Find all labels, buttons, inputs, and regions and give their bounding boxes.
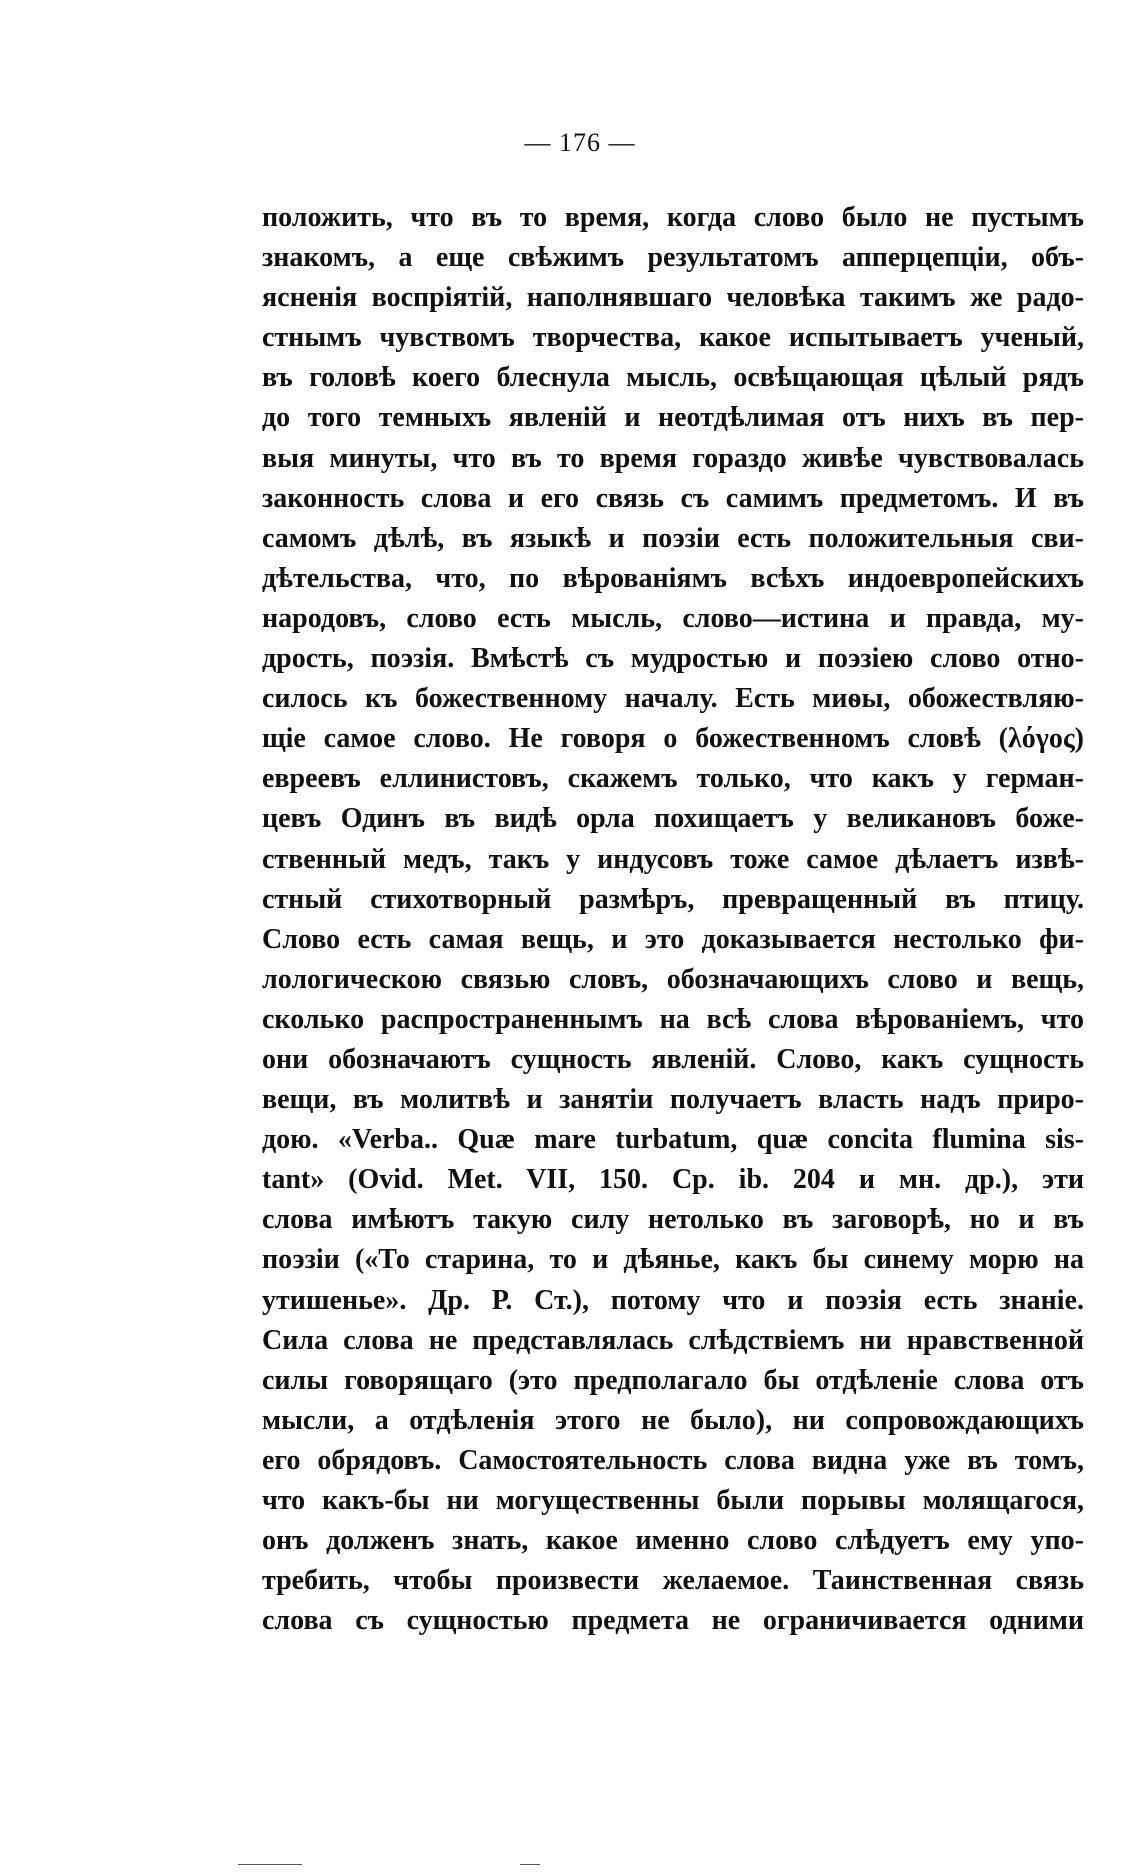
text-line: утишенье». Др. Р. Ст.), потому что и поэзія есть знаніе. xyxy=(262,1284,1084,1316)
text-line: мысли, а отдѣленія этого не было), ни сопровождающихъ xyxy=(262,1404,1084,1436)
body-text xyxy=(262,198,1084,1641)
text-line: въ головѣ коего блеснула мысль, освѣщающая цѣлый рядъ xyxy=(262,362,1084,394)
text-line: слова имѣютъ такую силу нетолько въ заговорѣ, но и въ xyxy=(262,1204,1084,1236)
text-line: tant» (Ovid. Met. VII, 150. Cp. ib. 204 и мн. др.), эти xyxy=(262,1164,1084,1196)
text-line: сколько распространеннымъ на всѣ слова вѣрованіемъ, что xyxy=(262,1003,1084,1035)
text-line: знакомъ, а еще свѣжимъ результатомъ апперцепціи, объ- xyxy=(262,242,1084,274)
text-line: его обрядовъ. Самостоятельность слова видна уже въ томъ, xyxy=(262,1444,1084,1476)
text-line: силось къ божественному началу. Есть миѳы, обожествляю- xyxy=(262,683,1084,715)
text-line: дою. «Verba.. Quæ mare turbatum, quæ concita flumina sis- xyxy=(262,1124,1084,1156)
text-line: дрость, поэзія. Вмѣстѣ съ мудростью и поэзіею слово отно- xyxy=(262,643,1084,675)
text-line: ясненія воспріятій, наполнявшаго человѣка такимъ же радо- xyxy=(262,282,1084,314)
text-line: до того темныхъ явленій и неотдѣлимая отъ нихъ въ пер- xyxy=(262,402,1084,434)
text-line: стный стихотворный размѣръ, превращенный въ птицу. xyxy=(262,883,1084,915)
text-line: онъ долженъ знать, какое именно слово слѣдуетъ ему упо- xyxy=(262,1525,1084,1557)
bottom-rule-left xyxy=(238,1864,302,1865)
text-line: самомъ дѣлѣ, въ языкѣ и поэзіи есть положительныя сви- xyxy=(262,522,1084,554)
text-line: евреевъ еллинистовъ, скажемъ только, что какъ у герман- xyxy=(262,763,1084,795)
text-line: стнымъ чувствомъ творчества, какое испытываетъ ученый, xyxy=(262,322,1084,354)
text-line: дѣтельства, что, по вѣрованіямъ всѣхъ индоевропейскихъ xyxy=(262,562,1084,594)
text-line: Слово есть самая вещь, и это доказывается нестолько фи- xyxy=(262,923,1084,955)
text-line: законность слова и его связь съ самимъ предметомъ. И въ xyxy=(262,482,1084,514)
text-line: лологическою связью словъ, обозначающихъ слово и вещь, xyxy=(262,963,1084,995)
page-number: — 176 — xyxy=(524,128,636,157)
text-line: поэзіи («То старина, то и дѣянье, какъ бы синему морю на xyxy=(262,1244,1084,1276)
text-line: народовъ, слово есть мысль, слово—истина и правда, му- xyxy=(262,602,1084,634)
text-line: слова съ сущностью предмета не ограничивается одними xyxy=(262,1605,1084,1637)
bottom-rule-mark xyxy=(520,1864,540,1865)
text-line: цевъ Одинъ въ видѣ орла похищаетъ у великановъ боже- xyxy=(262,803,1084,835)
text-line: выя минуты, что въ то время гораздо живѣе чувствовалась xyxy=(262,442,1084,474)
text-line: они обозначаютъ сущность явленій. Слово, какъ сущность xyxy=(262,1043,1084,1075)
text-line: ственный медъ, такъ у индусовъ тоже самое дѣлаетъ извѣ- xyxy=(262,843,1084,875)
text-line: что какъ-бы ни могущественны были порывы молящагося, xyxy=(262,1485,1084,1516)
text-line: положить, что въ то время, когда слово было не пустымъ xyxy=(262,202,1084,233)
text-line: щіе самое слово. Не говоря о божественномъ словѣ (λόγος) xyxy=(262,723,1084,755)
text-line: Сила слова не представлялась слѣдствіемъ ни нравственной xyxy=(262,1324,1084,1356)
text-line: вещи, въ молитвѣ и занятіи получаетъ власть надъ приро- xyxy=(262,1084,1084,1116)
text-line: силы говорящаго (это предполагало бы отдѣленіе слова отъ xyxy=(262,1364,1084,1396)
text-line: требить, чтобы произвести желаемое. Таинственная связь xyxy=(262,1565,1084,1597)
